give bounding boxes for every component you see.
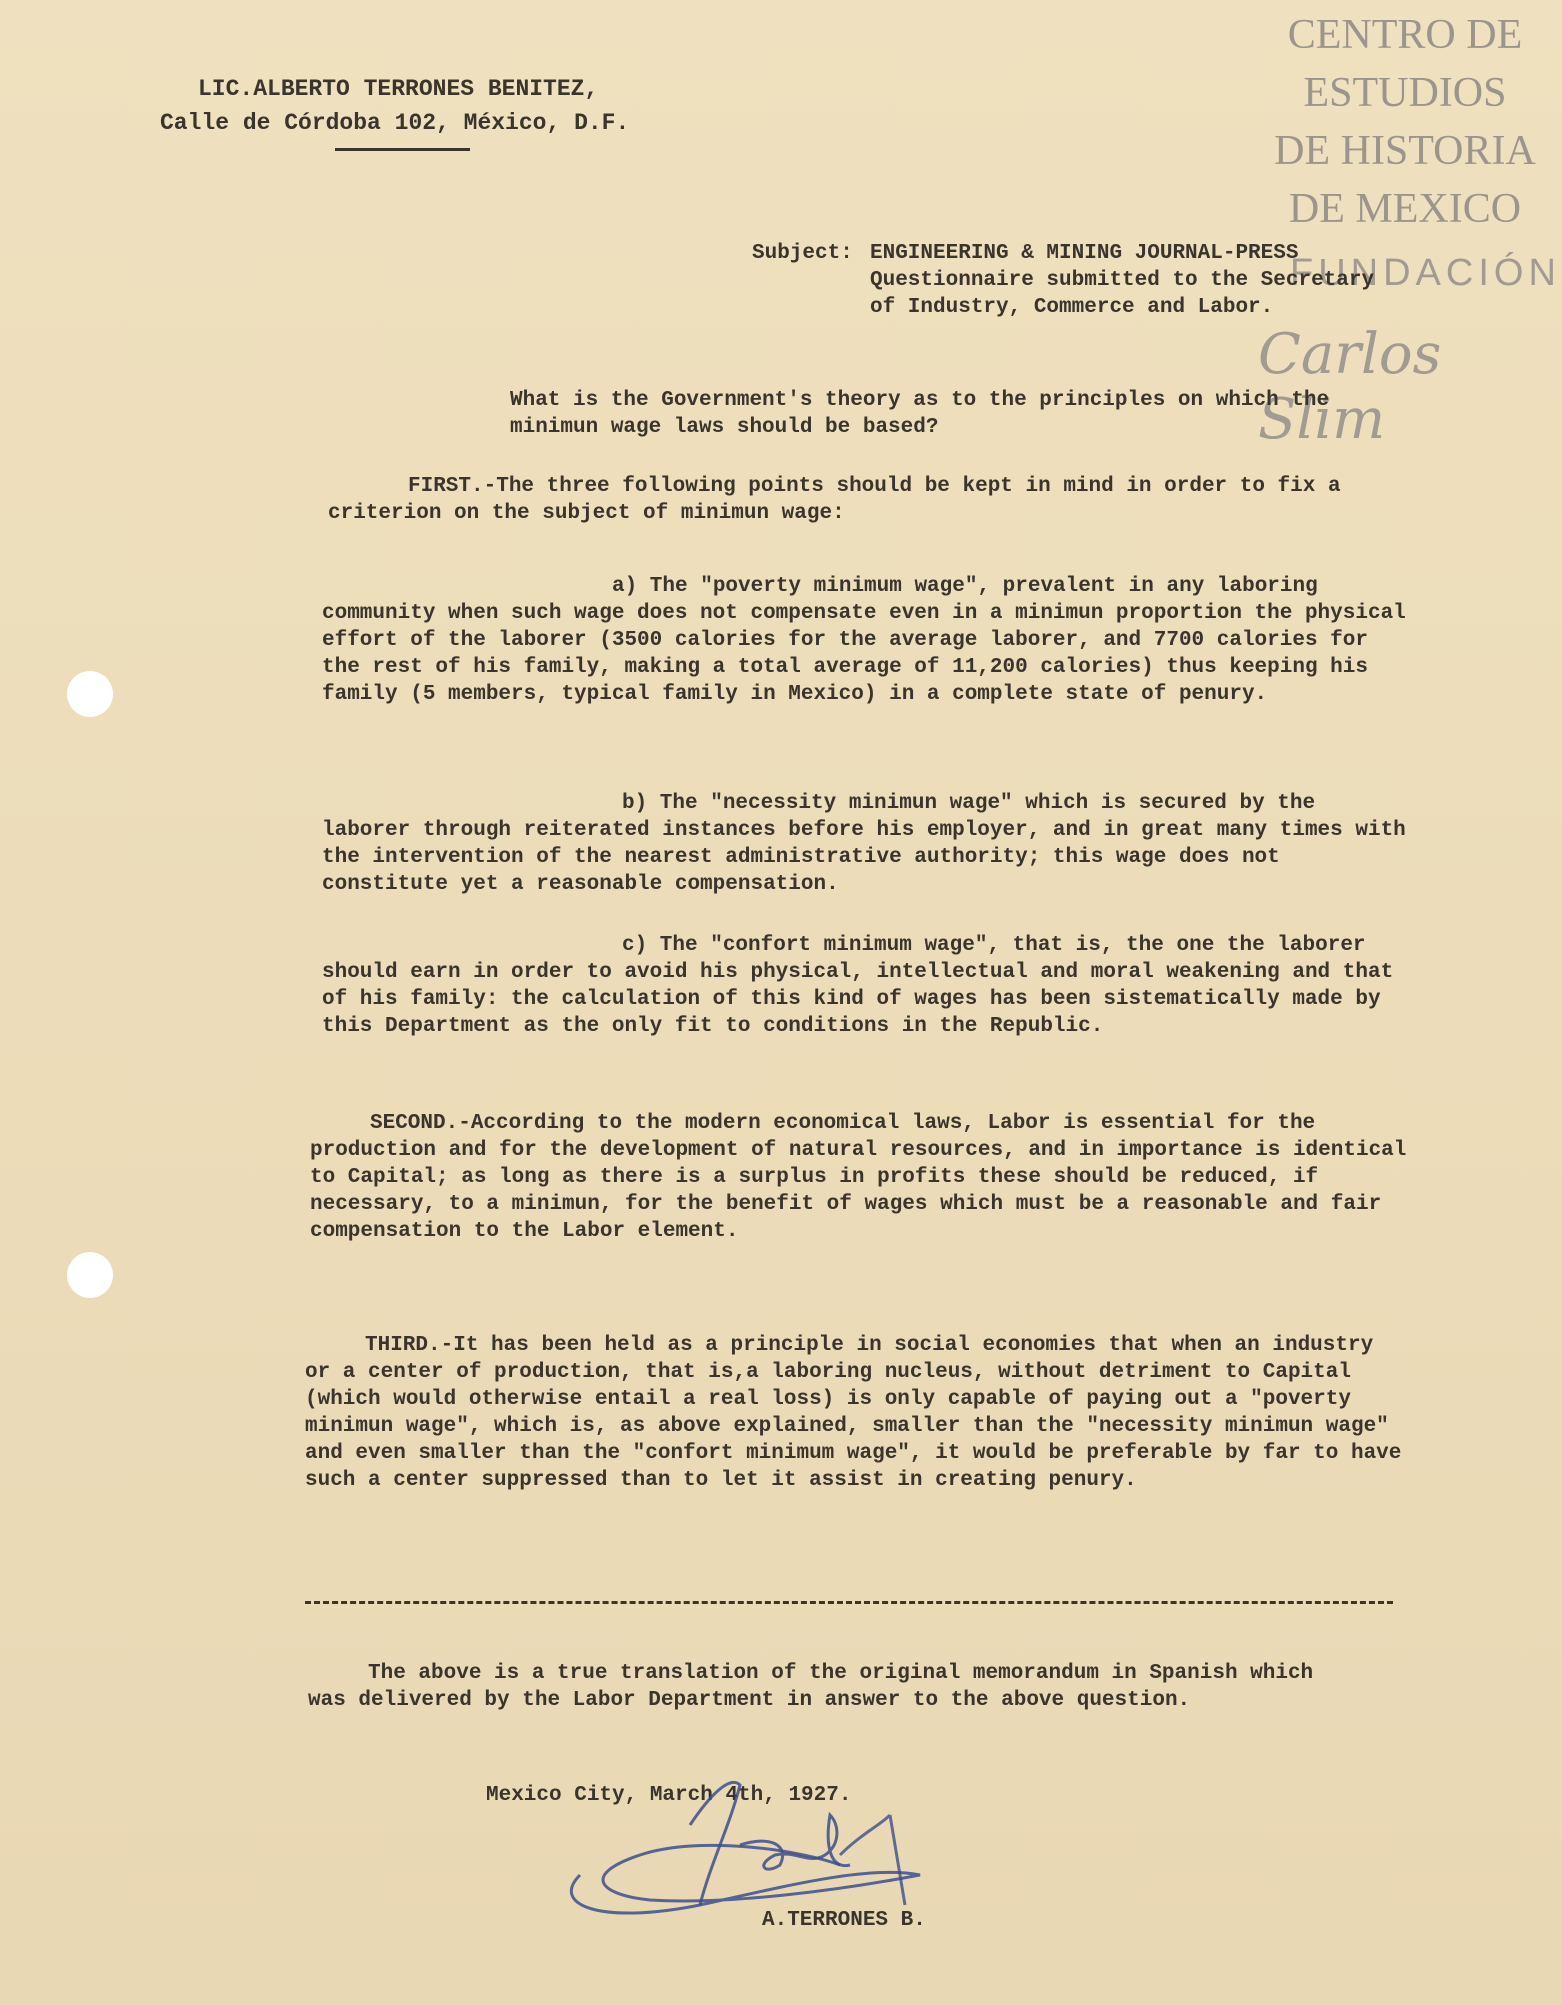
- archive-watermark: [1255, 6, 1555, 238]
- heading-second: SECOND.: [370, 1112, 459, 1135]
- subject-label: Subject:: [752, 242, 853, 265]
- certification-text: The above is a true translation of the original memorandum in Spanish which was delivered by the Labor Department in answer to the above question.: [308, 1662, 1314, 1712]
- paragraph-third: [305, 1332, 1405, 1494]
- letterhead: [160, 72, 629, 140]
- paragraph-second: [310, 1110, 1410, 1245]
- item-b-text: b) The "necessity minimun wage" which is secured by the laborer through reiterated instances before his employer, and in great many times with the intervention of the nearest administrative authority; this wage does not constitute yet a reasonable compensation.: [322, 792, 1406, 896]
- punch-hole-bottom: [67, 1252, 113, 1298]
- watermark-line: DE HISTORIA: [1274, 128, 1536, 174]
- signer-name: A.TERRONES B.: [762, 1909, 926, 1932]
- paragraph-first: [328, 473, 1378, 527]
- watermark-foundation: FUNDACIÓN: [1290, 252, 1561, 294]
- letterhead-name: LIC.ALBERTO TERRONES BENITEZ,: [198, 76, 599, 102]
- subject-block: [752, 240, 1402, 321]
- watermark-line: ESTUDIOS: [1303, 70, 1507, 116]
- punch-hole-top: [67, 671, 113, 717]
- item-a: [322, 573, 1412, 708]
- dashed-separator: [305, 1601, 1393, 1604]
- heading-first: FIRST.: [408, 475, 484, 498]
- dateline: Mexico City, March 4th, 1927.: [486, 1784, 852, 1807]
- watermark-line: CENTRO DE: [1287, 12, 1523, 58]
- letterhead-rule: [335, 148, 470, 151]
- certification-note: [308, 1660, 1358, 1714]
- second-text: -According to the modern economical laws, Labor is essential for the production and for the development of natural resources, and in importance is identical to Capital; as long as there is a surplus in profits these should be reduced, if necessary, to a minimun, for the benefit of wages which must be a reasonable and fair compensation to the Labor element.: [310, 1112, 1407, 1243]
- watermark-line: DE MEXICO: [1288, 186, 1522, 232]
- watermark-signature: Carlos Slim: [1258, 322, 1442, 452]
- third-text: -It has been held as a principle in social economies that when an industry or a center of production, that is,a laboring nucleus, without detriment to Capital (which would otherwise entail a real loss) is only capable of paying out a "poverty minimun wage", which is, as above explained, smaller than the "necessity minimun wage" and even smaller than the "confort minimum wage", it would be preferable by far to have such a center suppressed than to let it assist in creating penury.: [305, 1334, 1402, 1492]
- item-a-text: a) The "poverty minimum wage", prevalent in any laboring community when such wage does not compensate even in a minimun proportion the physical effort of the laborer (3500 calories for the average laborer, and 7700 calories for the rest of his family, making a total average of 11,200 calories) thus keeping his family (5 members, typical family in Mexico) in a complete state of penury.: [322, 575, 1406, 706]
- subject-text: ENGINEERING & MINING JOURNAL-PRESS Questionnaire submitted to the Secretary of Industry, Commerce and Labor.: [870, 242, 1375, 319]
- item-c: [322, 932, 1412, 1040]
- heading-third: THIRD.: [365, 1334, 441, 1357]
- item-c-text: c) The "confort minimum wage", that is, the one the laborer should earn in order to avoid his physical, intellectual and moral weakening and that of his family: the calculation of this kind of wages has been sistematically made by this Department as the only fit to conditions in the Republic.: [322, 934, 1394, 1038]
- question: What is the Government's theory as to the principles on which the minimun wage laws should be based?: [510, 389, 1330, 439]
- first-text: -The three following points should be kept in mind in order to fix a criterion on the subject of minimun wage:: [328, 475, 1341, 525]
- letterhead-address: Calle de Córdoba 102, México, D.F.: [160, 110, 630, 136]
- item-b: [322, 790, 1412, 898]
